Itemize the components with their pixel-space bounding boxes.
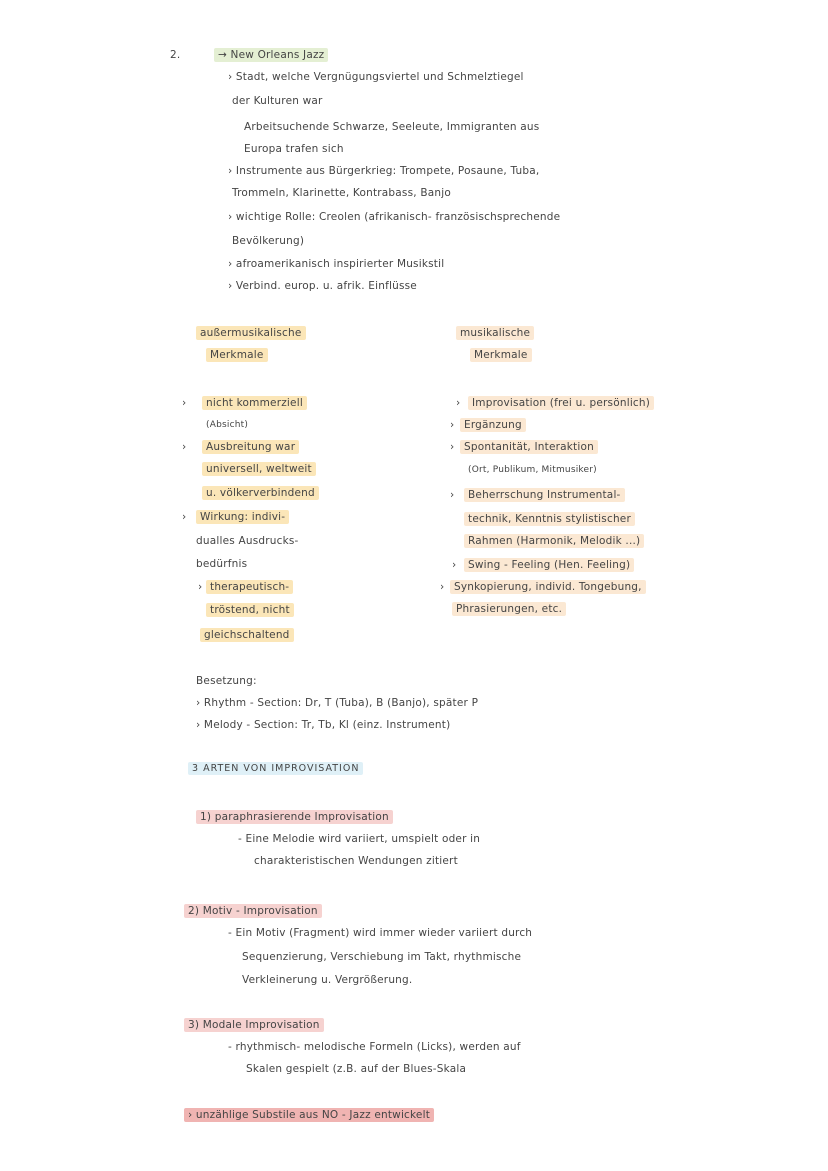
- left-item: Ausbreitung war: [202, 440, 299, 454]
- left-item: (Absicht): [206, 420, 249, 430]
- right-item: Spontanität, Interaktion: [460, 440, 598, 454]
- left-item: tröstend, nicht: [206, 603, 294, 617]
- right-heading: Merkmale: [470, 348, 532, 362]
- header-bullet: › Verbind. europ. u. afrik. Einflüsse: [228, 280, 417, 292]
- right-item: Swing - Feeling (Hen. Feeling): [464, 558, 634, 572]
- improvisation-type-line: - rhythmisch- melodische Formeln (Licks), werden auf: [228, 1041, 521, 1053]
- right-item: (Ort, Publikum, Mitmusiker): [468, 465, 597, 475]
- improvisation-type-line: Skalen gespielt (z.B. auf der Blues-Skala: [246, 1063, 467, 1075]
- topic-title: → New Orleans Jazz: [214, 48, 328, 62]
- left-item: therapeutisch-: [206, 580, 293, 594]
- left-heading: außermusikalische: [196, 326, 306, 340]
- right-item: technik, Kenntnis stylistischer: [464, 512, 635, 526]
- right-item: Beherrschung Instrumental-: [464, 488, 625, 502]
- header-bullet: › afroamerikanisch inspirierter Musikstil: [228, 258, 445, 270]
- header-bullet: der Kulturen war: [232, 95, 323, 107]
- left-item: dualles Ausdrucks-: [196, 535, 299, 547]
- melody-section: › Melody - Section: Tr, Tb, Kl (einz. Instrument): [196, 719, 451, 731]
- improvisation-type-line: charakteristischen Wendungen zitiert: [254, 855, 458, 867]
- improvisation-type-line: Verkleinerung u. Vergrößerung.: [242, 974, 413, 986]
- right-item: Phrasierungen, etc.: [452, 602, 566, 616]
- right-item: Synkopierung, individ. Tongebung,: [450, 580, 646, 594]
- right-item: Ergänzung: [460, 418, 526, 432]
- improvisation-type-line: - Eine Melodie wird variiert, umspielt oder in: [238, 833, 481, 845]
- right-heading: musikalische: [456, 326, 534, 340]
- footer-note: › unzählige Substile aus NO - Jazz entwickelt: [184, 1108, 434, 1122]
- improvisation-type-line: Sequenzierung, Verschiebung im Takt, rhythmische: [242, 951, 522, 963]
- right-item: Rahmen (Harmonik, Melodik ...): [464, 534, 644, 548]
- left-item: gleichschaltend: [200, 628, 294, 642]
- header-bullet: › wichtige Rolle: Creolen (afrikanisch- französischsprechende: [228, 211, 561, 223]
- header-bullet: › Instrumente aus Bürgerkrieg: Trompete, Posaune, Tuba,: [228, 165, 540, 177]
- notes-page: 2. → New Orleans Jazz › Stadt, welche Vergnügungsviertel und Schmelztiegel der Kulturen war Arbeitsuchende Schwarze, Seeleute, Immigranten aus Europa trafen sich › Instrumente aus Bürgerkrieg: Trompete, Posaune, Tuba, Trommeln, Klarinette, Kontrabass, Banjo › wichtige Rolle: Creolen (afrikanisch- französischsprechende Bevölkerung) › afroamerikanisch inspirierter Musikstil › Verbind. europ. u. afrik. Einflüsse außermusikalische Merkmale › nicht kommerziell (Absicht) › Ausbreitung war universell, weltweit u. völkerverbindend › Wirkung: indivi- dualles Ausdrucks- bedürfnis › therapeutisch- tröstend, nicht gleichschaltend musikalische Merkmale › Improvisation (frei u. persönlich) › Ergänzung › Spontanität, Interaktion (Ort, Publikum, Mitmusiker) › Beherrschung Instrumental- technik, Kenntnis stylistischer Rahmen (Harmonik, Melodik ...) › Swing - Feeling (Hen. Feeling) › Synkopierung, individ. Tongebung, Phrasierungen, etc. Besetzung: › Rhythm - Section: Dr, T (Tuba), B (Banjo), später P › Melody - Section: Tr, Tb, Kl (einz. Instrument) 3 ARTEN VON IMPROVISATION 1) paraphrasierende Improvisation - Eine Melodie wird variiert, umspielt oder in charakteristischen Wendungen zitiert 2) Motiv - Improvisation - Ein Motiv (Fragment) wird immer wieder variiert durch Sequenzierung, Verschiebung im Takt, rhythmische Verkleinerung u. Vergrößerung. 3) Modale Improvisation - rhythmisch- melodische Formeln (Licks), werden auf Skalen gespielt (z.B. auf der Blues-Skala › unzählige Substile aus NO - Jazz entwickelt: [0, 0, 828, 1171]
- left-item: universell, weltweit: [202, 462, 316, 476]
- header-bullet: Bevölkerung): [232, 235, 305, 247]
- improvisation-title: 3 ARTEN VON IMPROVISATION: [188, 762, 363, 775]
- left-item: u. völkerverbindend: [202, 486, 319, 500]
- left-item: nicht kommerziell: [202, 396, 307, 410]
- right-item: Improvisation (frei u. persönlich): [468, 396, 654, 410]
- header-bullet: › Stadt, welche Vergnügungsviertel und Schmelztiegel: [228, 71, 524, 83]
- left-heading: Merkmale: [206, 348, 268, 362]
- section-number: 2.: [170, 49, 181, 61]
- improvisation-type-heading: 1) paraphrasierende Improvisation: [196, 810, 393, 824]
- improvisation-type-heading: 2) Motiv - Improvisation: [184, 904, 322, 918]
- besetzung-title: Besetzung:: [196, 675, 257, 687]
- left-item: Wirkung: indivi-: [196, 510, 289, 524]
- header-bullet: Trommeln, Klarinette, Kontrabass, Banjo: [232, 187, 451, 199]
- rhythm-section: › Rhythm - Section: Dr, T (Tuba), B (Banjo), später P: [196, 697, 479, 709]
- improvisation-type-line: - Ein Motiv (Fragment) wird immer wieder variiert durch: [228, 927, 533, 939]
- header-bullet: Europa trafen sich: [244, 143, 344, 155]
- header-bullet: Arbeitsuchende Schwarze, Seeleute, Immigranten aus: [244, 121, 540, 133]
- left-item: bedürfnis: [196, 558, 248, 570]
- improvisation-type-heading: 3) Modale Improvisation: [184, 1018, 324, 1032]
